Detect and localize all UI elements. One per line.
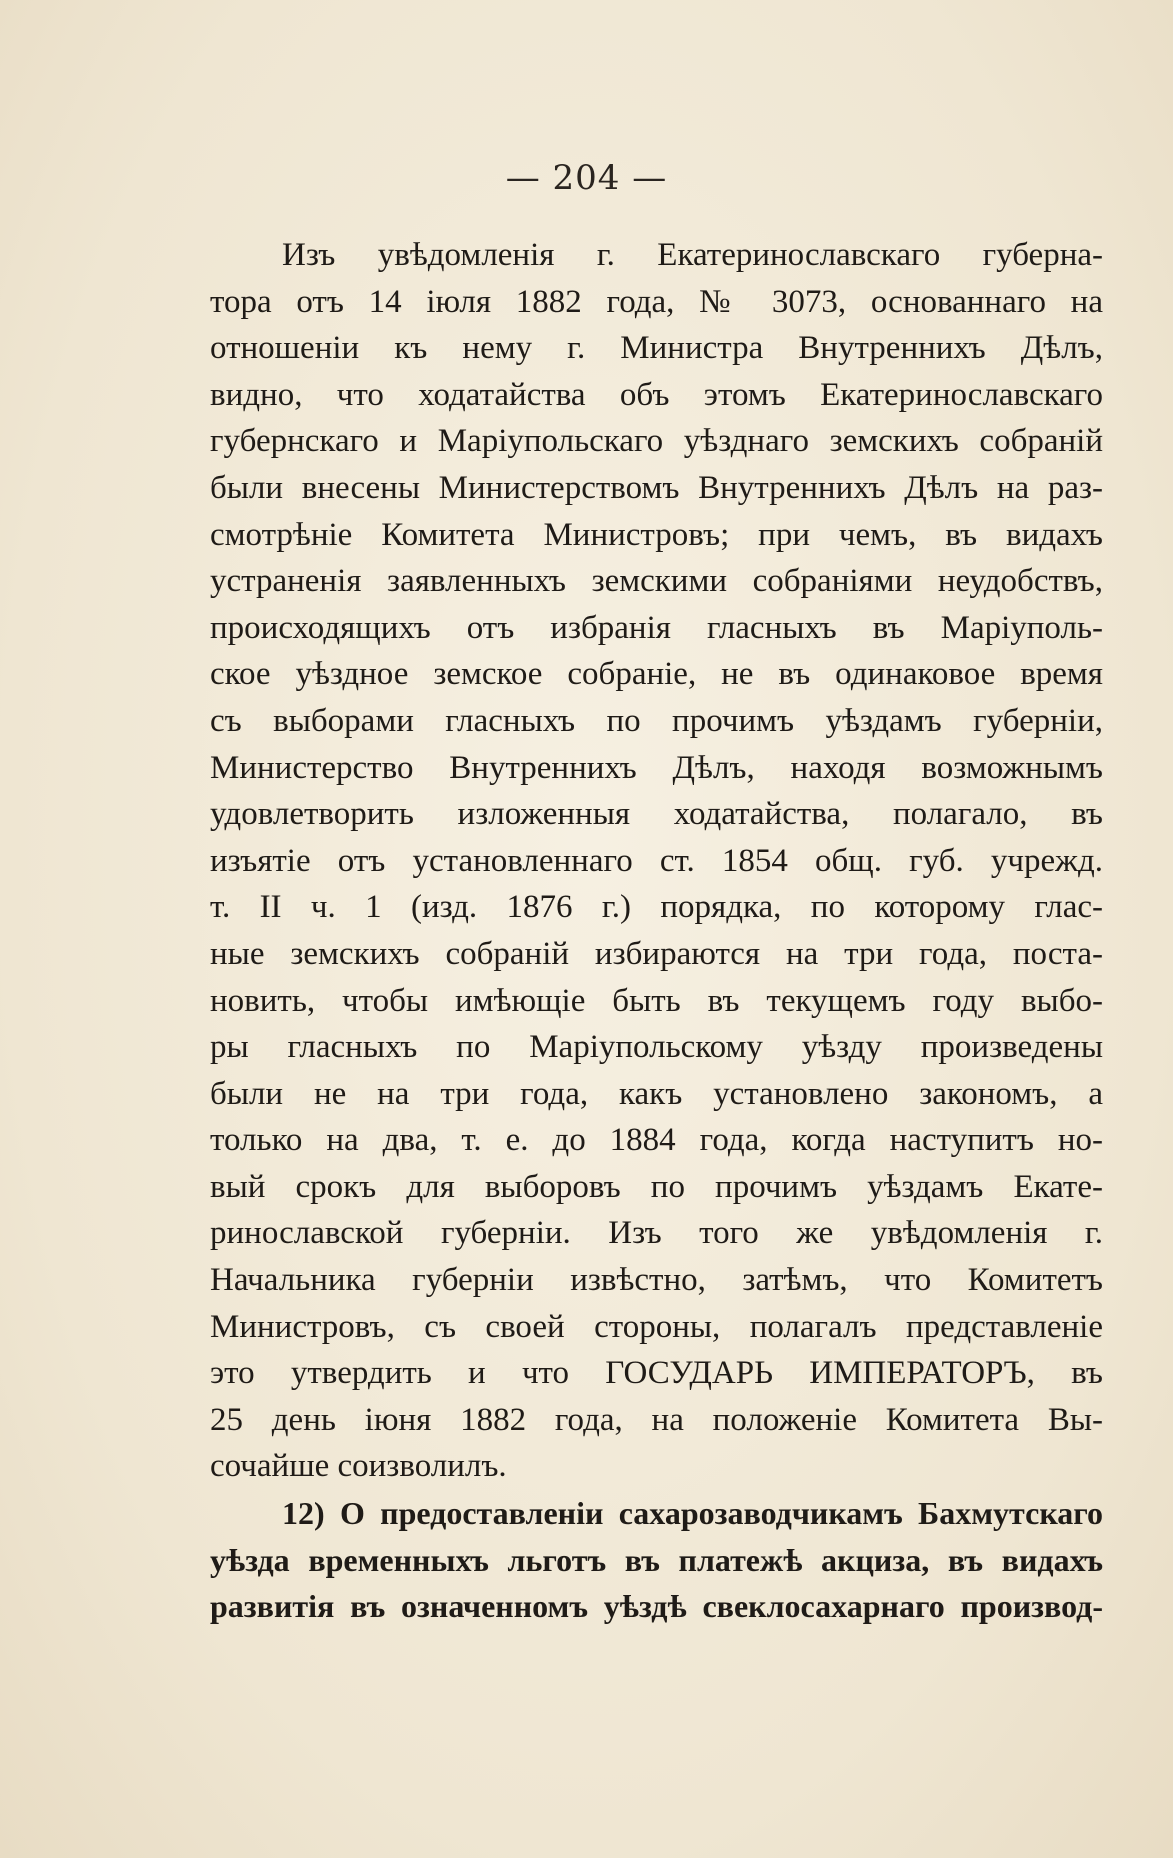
- text-line: губернскаго и Маріупольскаго уѣзднаго земскихъ собраній: [210, 423, 1103, 460]
- text-line: видно, что ходатайства объ этомъ Екатеринославскаго: [210, 376, 1103, 413]
- text-line: сочайше соизволилъ.: [210, 1448, 507, 1485]
- text-line: происходящихъ отъ избранія гласныхъ въ Маріуполь-: [210, 609, 1103, 646]
- text-line: удовлетворить изложенныя ходатайства, полагало, въ: [210, 796, 1103, 833]
- text-line: ринославской губерніи. Изъ того же увѣдомленія г.: [210, 1215, 1103, 1252]
- text-line: съ выборами гласныхъ по прочимъ уѣздамъ губерніи,: [210, 702, 1103, 739]
- text-line: ные земскихъ собраній избираются на три года, поста-: [210, 935, 1103, 972]
- text-line: Изъ увѣдомленія г. Екатеринославскаго губерна-: [282, 237, 1103, 273]
- text-line: смотрѣніе Комитета Министровъ; при чемъ, въ видахъ: [210, 516, 1103, 553]
- text-line: 25 день іюня 1882 года, на положеніе Комитета Вы-: [210, 1401, 1103, 1438]
- text-line: Начальника губерніи извѣстно, затѣмъ, что Комитетъ: [210, 1262, 1103, 1299]
- text-line: уѣзда временныхъ льготъ въ платежѣ акциза, въ видахъ: [210, 1541, 1103, 1578]
- text-line: т. II ч. 1 (изд. 1876 г.) порядка, по которому глас-: [210, 889, 1103, 926]
- text-line: Министровъ, съ своей стороны, полагалъ представленіе: [210, 1308, 1103, 1345]
- page-number: — 204 —: [505, 158, 668, 198]
- text-line: отношеніи къ нему г. Министра Внутреннихъ Дѣлъ,: [210, 330, 1103, 367]
- text-line: это утвердить и что ГОСУДАРЬ ИМПЕРАТОРЪ, въ: [210, 1355, 1103, 1392]
- text-line: устраненія заявленныхъ земскими собраніями неудобствъ,: [210, 563, 1103, 600]
- text-line: изъятіе отъ установленнаго ст. 1854 общ. губ. учрежд.: [210, 842, 1103, 879]
- paragraph-2: [210, 1490, 1103, 1630]
- paragraph-1: [210, 232, 1103, 1490]
- text-line: тора отъ 14 іюля 1882 года, № 3073, основаннаго на: [210, 283, 1103, 320]
- text-line: 12) О предоставленіи сахарозаводчикамъ Бахмутскаго: [282, 1495, 1103, 1532]
- text-line: ское уѣздное земское собраніе, не въ одинаковое время: [210, 656, 1103, 693]
- text-line: были внесены Министерствомъ Внутреннихъ Дѣлъ на раз-: [210, 469, 1103, 506]
- text-line: только на два, т. е. до 1884 года, когда наступитъ но-: [210, 1122, 1103, 1159]
- text-line: новить, чтобы имѣющіе быть въ текущемъ году выбо-: [210, 982, 1103, 1019]
- text-line: ры гласныхъ по Маріупольскому уѣзду произведены: [210, 1029, 1103, 1066]
- page-body: [210, 232, 1103, 1630]
- text-line: развитія въ означенномъ уѣздѣ свеклосахарнаго производ-: [210, 1588, 1103, 1625]
- text-line: Министерство Внутреннихъ Дѣлъ, находя возможнымъ: [210, 749, 1103, 786]
- text-line: были не на три года, какъ установлено закономъ, а: [210, 1075, 1103, 1112]
- text-line: вый срокъ для выборовъ по прочимъ уѣздамъ Екате-: [210, 1168, 1103, 1205]
